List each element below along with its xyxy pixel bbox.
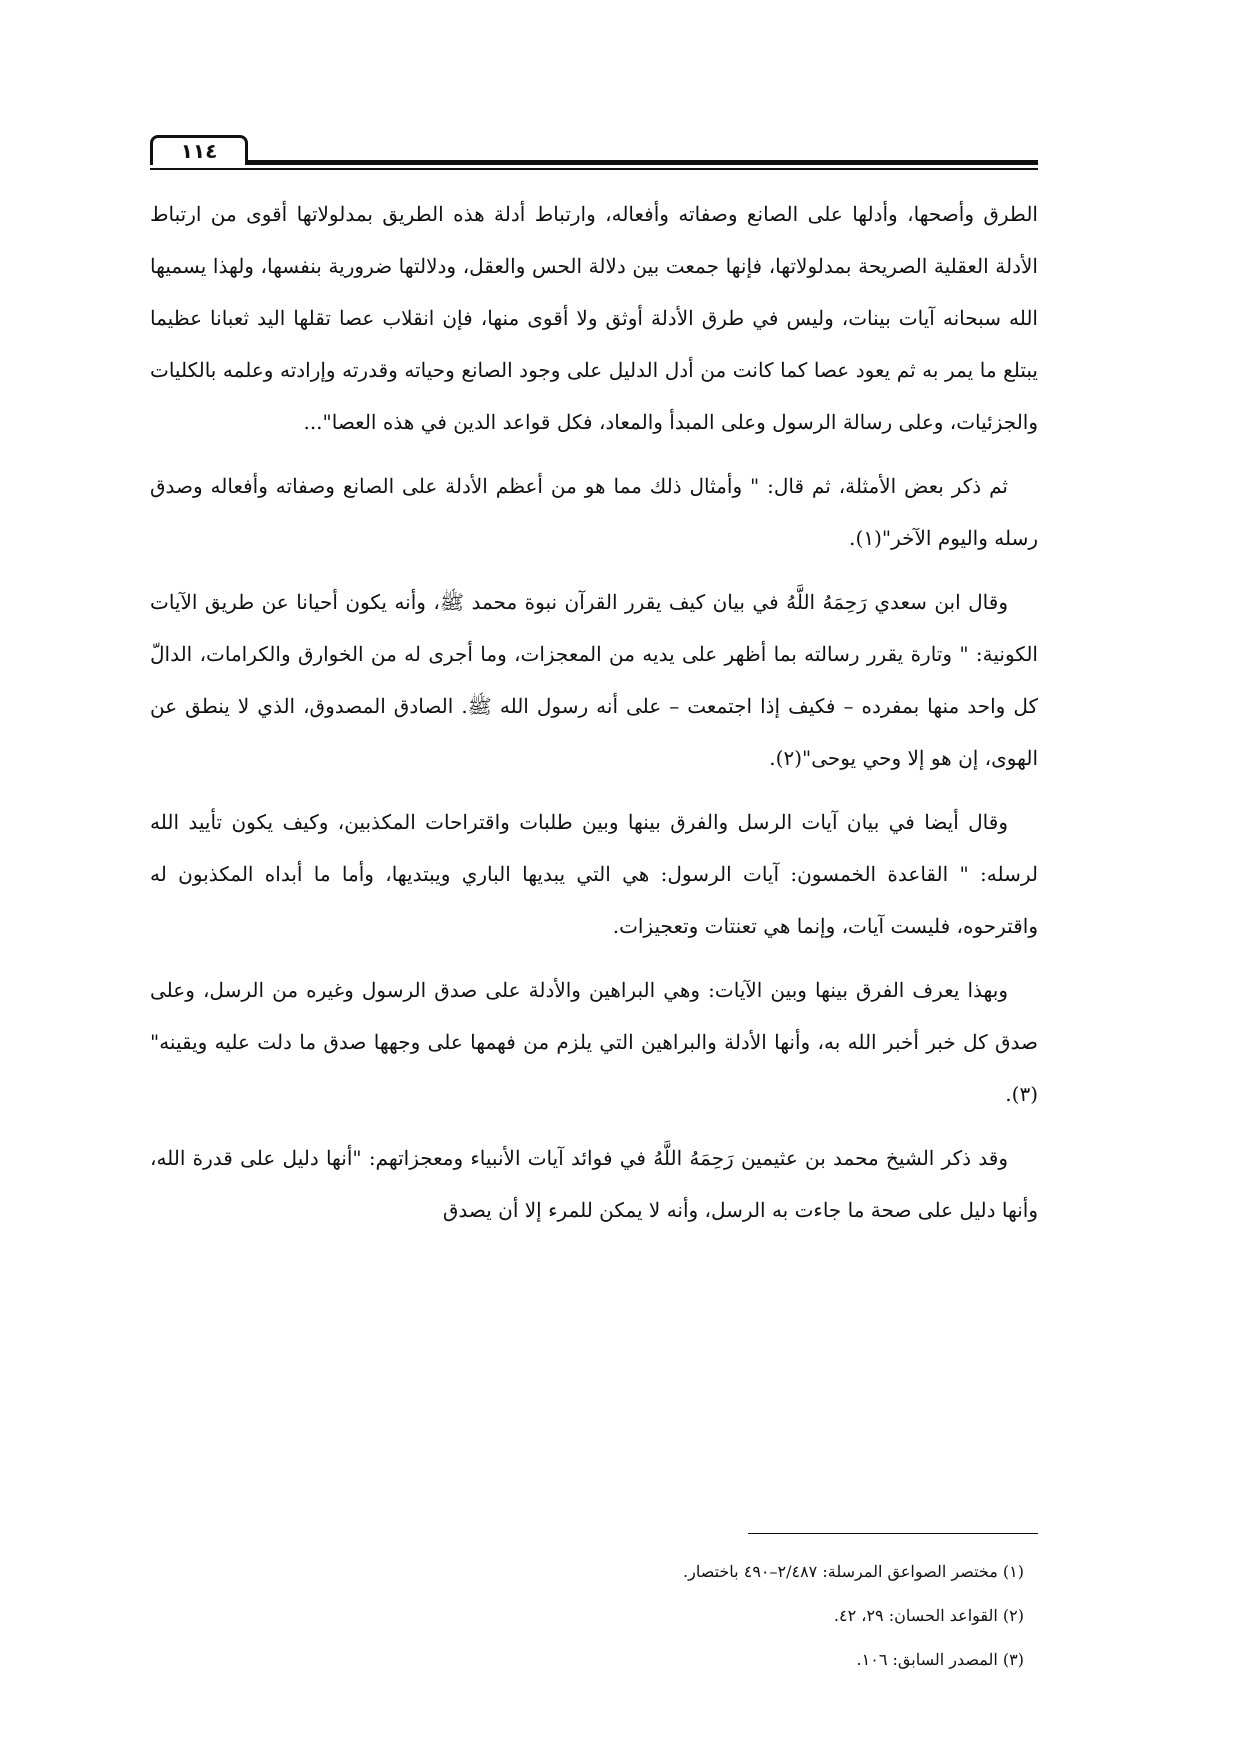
- main-text: [150, 188, 1038, 1248]
- paragraph-3: وقال ابن سعدي رَحِمَهُ اللَّهُ في بيان كيف يقرر القرآن نبوة محمد ﷺ، وأنه يكون أحيانا عن طريق الآيات الكونية: " وتارة يقرر رسالته بما أظهر على يديه من المعجزات، وما أجرى له من الخوارق والكرامات، الدالّ كل واحد منها بمفرده – فكيف إذا اجتمعت – على أنه رسول الله ﷺ. الصادق المصدوق، الذي لا ينطق عن الهوى، إن هو إلا وحي يوحى"(٢).: [150, 590, 1038, 770]
- page-number: ١١٤: [150, 135, 248, 165]
- footnotes: [150, 1533, 1038, 1682]
- footnote-3: (٣) المصدر السابق: ١٠٦.: [856, 1650, 1024, 1669]
- paragraph-1: الطرق وأصحها، وأدلها على الصانع وصفاته وأفعاله، وارتباط أدلة هذه الطريق بمدلولاتها أقوى من ارتباط الأدلة العقلية الصريحة بمدلولاتها، فإنها جمعت بين دلالة الحس والعقل، ودلالتها ضرورية بنفسها، ولهذا يسميها الله سبحانه آيات بينات، وليس في طرق الأدلة أوثق ولا أقوى منها، فإن انقلاب عصا تقلها اليد ثعبانا عظيما يبتلع ما يمر به ثم يعود عصا كما كانت من أدل الدليل على وجود الصانع وحياته وقدرته وإرادته وعلمه بالكليات والجزئيات، وعلى رسالة الرسول وعلى المبدأ والمعاد، فكل قواعد الدين في هذه العصا"...: [150, 202, 1038, 434]
- header-rule-thick: [150, 160, 1038, 165]
- footnote-2: (٢) القواعد الحسان: ٢٩، ٤٢.: [833, 1606, 1024, 1625]
- paragraph-4: وقال أيضا في بيان آيات الرسل والفرق بينها وبين طلبات واقتراحات المكذبين، وكيف يكون تأييد الله لرسله: " القاعدة الخمسون: آيات الرسول: هي التي يبديها الباري ويبتديها، وأما ما أبداه المكذبون له واقترحوه، فليست آيات، وإنما هي تعنتات وتعجيزات.: [150, 810, 1038, 938]
- footnote-list: [150, 1550, 1038, 1682]
- footnote-1: (١) مختصر الصواعق المرسلة: ٢/٤٨٧–٤٩٠ باختصار.: [683, 1562, 1024, 1581]
- footnote-separator: [748, 1533, 1038, 1534]
- page-header: [150, 130, 1038, 170]
- header-rule-thin: [150, 168, 1038, 170]
- paragraph-2: ثم ذكر بعض الأمثلة، ثم قال: " وأمثال ذلك مما هو من أعظم الأدلة على الصانع وصفاته وأفعاله وصدق رسله واليوم الآخر"(١).: [150, 474, 1038, 550]
- paragraph-5: وبهذا يعرف الفرق بينها وبين الآيات: وهي البراهين والأدلة على صدق الرسول وغيره من الرسل، وعلى صدق كل خبر أخبر الله به، وأنها الأدلة والبراهين التي يلزم من فهمها على وجهها صدق ما دلت عليه ويقينه"(٣).: [150, 978, 1038, 1106]
- paragraph-6: وقد ذكر الشيخ محمد بن عثيمين رَحِمَهُ اللَّهُ في فوائد آيات الأنبياء ومعجزاتهم: "أنها دليل على قدرة الله، وأنها دليل على صحة ما جاءت به الرسل، وأنه لا يمكن للمرء إلا أن يصدق: [150, 1146, 1038, 1222]
